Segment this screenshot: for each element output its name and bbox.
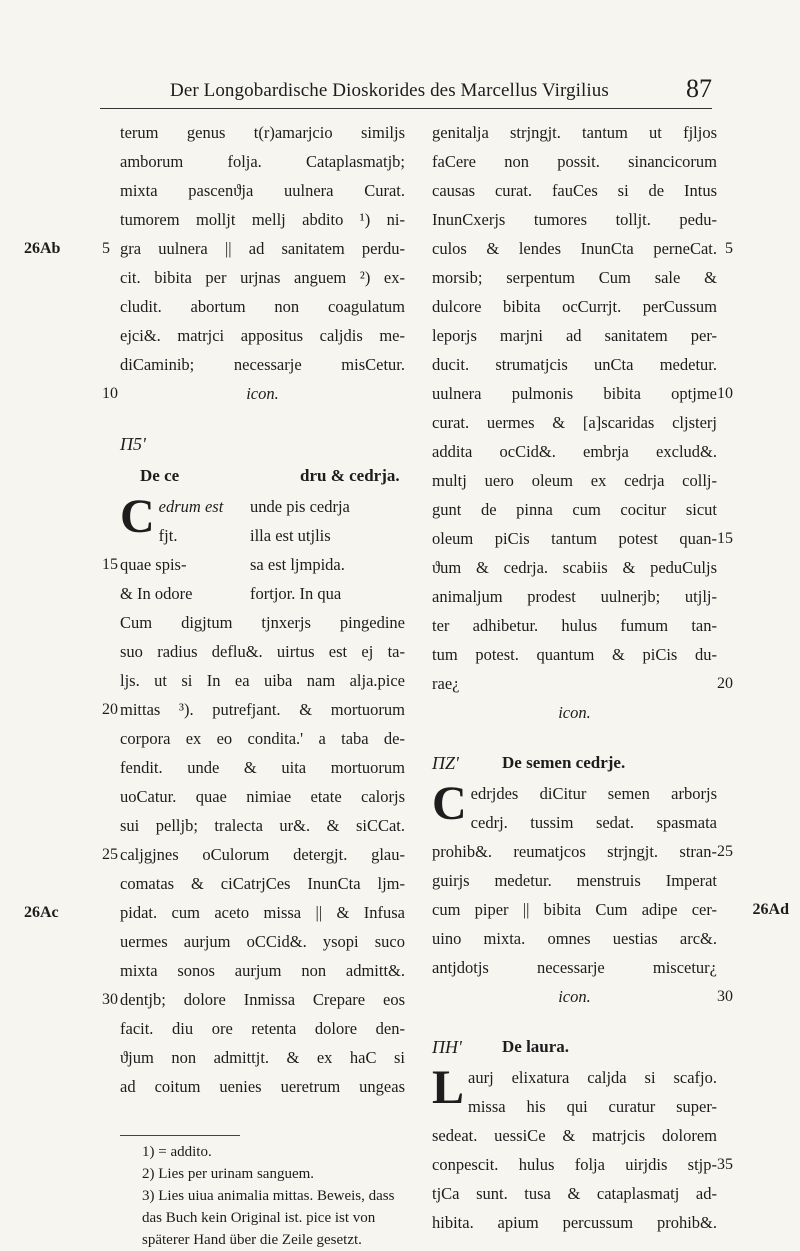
line-number: 30 [717,988,733,1005]
text-line: 25 caljgjnes oCulorum detergjt. glau- [120,840,405,869]
line-number: 5 [102,240,110,257]
text-line: tumorem molljt mellj abdito ¹) ni- [120,210,405,229]
section-code: Π5' [120,434,146,454]
footnote: 3) Lies uiua animalia mittas. Beweis, dass das Buch kein Original ist. pice ist von späterer Hand über die Zeile gesetzt. [142,1188,395,1248]
footnote: 2) Lies per urinam sanguem. [142,1166,315,1182]
page-number: 87 [686,74,712,103]
text-line: Cum digjtum tjnxerjs pingedine [120,613,405,632]
text-line: 10 uulnera pulmonis bibita optjme [432,379,717,408]
text-line: comatas & ciCatrjCes InunCta ljm- [120,874,405,893]
section-heading [432,747,717,779]
text-line: terum genus t(r)amarjcio similjs [120,123,405,142]
section-code: ΠZ' [432,753,459,773]
line-number: 25 [717,843,733,860]
line-number: 10 [717,385,733,402]
text-line: ejci&. matrjci appositus caljdis me- [120,326,405,345]
text-line: tjCa sunt. tusa & cataplasmatj ad- [432,1184,717,1203]
text-line: faCere non possit. sinancicorum [432,152,717,171]
text-line: uermes aurjum oCCid&. ysopi suco [120,932,405,951]
text-line: sedeat. uessiCe & matrjcis dolorem [432,1126,717,1145]
text-line: corpora ex eo condita.' a taba de- [120,729,405,748]
footnote-rule [120,1135,240,1136]
text-line: gunt de pinna cum cocitur sicut [432,500,717,519]
section-code: ΠH' [432,1037,462,1057]
running-title: Der Longobardische Dioskorides des Marcellus Virgilius [170,80,609,101]
text-line: 26Ab 5 gra uulnera || ad sanitatem perdu- [120,234,405,263]
footnote: 1) = addito. [142,1144,212,1160]
text-line: InunCxerjs tumores tolljt. pedu- [432,210,717,229]
text-line: dulcore bibita ocCurrjt. perCussum [432,297,717,316]
line-number: 25 [102,846,118,863]
text-line: cit. bibita per urjnas anguem ²) ex- [120,268,405,287]
icon-line: 30 icon. [432,982,717,1011]
section-heading [432,1031,717,1063]
line-number: 35 [717,1156,733,1173]
text-line: 20 mittas ³). putrefjant. & mortuorum [120,695,405,724]
text-line: ter adhibetur. hulus fumum tan- [432,616,717,635]
text-line: guirjs medetur. menstruis Imperat [432,871,717,890]
text-line: morsib; serpentum Cum sale & [432,268,717,287]
text-line: tum potest. quantum & piCis du- [432,645,717,664]
running-header [100,76,712,116]
text-line: amborum folja. Cataplasmatjb; [120,152,405,171]
line-number: 20 [102,701,118,718]
text-line: 15 oleum piCis tantum potest quan- [432,524,717,553]
text-line: addita ocCid&. embrja exclud&. [432,442,717,461]
text-line: 35 conpescit. hulus folja uirjdis stjp- [432,1150,717,1179]
margin-ref: 26Ac [24,904,59,921]
section-title: De semen cedrje. [502,753,626,772]
text-line: 26Ad cum piper || bibita Cum adipe cer- [432,895,717,924]
text-line: multj uero oleum ex cedrja collj- [432,471,717,490]
drop-cap: C [432,777,467,830]
text-line: ϑjum non admittjt. & ex haC si [120,1048,405,1067]
margin-ref: 26Ad [752,901,789,918]
text-line: suo radius deflu&. uirtus est ej ta- [120,642,405,661]
line-number: 15 [102,556,118,573]
text-line: ljs. ut si In ea uiba nam alja.pice [120,671,405,690]
text-line: facit. diu ore retenta dolore den- [120,1019,405,1038]
icon-line: 10 icon. [120,379,405,408]
text-line: 30 dentjb; dolore Inmissa Crepare eos [120,985,405,1014]
text-line: curat. uermes & [a]scaridas cljsterj [432,413,717,432]
text-line: leporjs marjni ad sanitatem per- [432,326,717,345]
margin-ref: 26Ab [24,240,61,257]
section-heading-text: De ce dru & cedrja. [140,466,400,485]
left-column [24,118,405,1251]
section-title: De laura. [502,1037,570,1056]
text-line: missa his qui curatur super- [468,1097,717,1116]
line-number: 20 [717,675,733,692]
text-line: L aurj elixatura caljda si scafjo. [432,1061,717,1114]
text-line: ϑum & cedrja. scabiis & peduCuljs [432,558,717,577]
icon-line: icon. [558,703,591,722]
text-line: hibita. apium percussum prohib&. [432,1213,717,1232]
text-line: uino mixta. omnes uestias arc&. [432,929,717,948]
text-line: animaljum prodest uulnerjb; utjlj- [432,587,717,606]
drop-cap: C [120,490,155,543]
line-number: 30 [102,991,118,1008]
text-line: 25 prohib&. reumatjcos strjngjt. stran- [432,837,717,866]
text-line: 5 culos & lendes InunCta perneCat. [432,234,717,263]
line-number: 15 [717,530,733,547]
text-line: 20 rae¿ [432,669,717,698]
text-line: diCaminib; necessarje misCetur. [120,355,405,374]
section-heading [120,428,405,460]
text-line: fendit. unde & uita mortuorum [120,758,405,777]
text-line: mixta pascenϑja uulnera Curat. [120,181,405,200]
text-line: sui pelljb; tralecta ur&. & siCCat. [120,816,405,835]
text-line: ducit. strumatjcis unCta medetur. [432,355,717,374]
line-number: 10 [102,385,118,402]
initial-paragraph: Cedrum est fjt. 15 quae spis- & In odore unde pis cedrja illa est utjlis sa est ljmpida. fortjor. In qua [102,490,350,603]
header-rule [100,108,712,109]
right-column [432,118,789,1237]
line-number: 5 [725,240,733,257]
drop-cap: L [432,1061,465,1114]
text-line: antjdotjs necessarje miscetur¿ [432,958,717,977]
text-line: cedrj. tussim sedat. spasmata [470,813,717,832]
text-line: uoCatur. quae nimiae etate calorjs [120,787,405,806]
text-line: 26Ac pidat. cum aceto missa || & Infusa [120,898,405,927]
text-line: C edrjdes diCitur semen arborjs [432,777,717,830]
text-line: causas curat. fauCes si de Intus [432,181,717,200]
text-line: cludit. abortum non coagulatum [120,297,405,316]
text-line: genitalja strjngjt. tantum ut fjljos [432,123,717,142]
text-line: ad coitum uenies ueretrum ungeas [120,1077,405,1096]
text-line: mixta sonos aurjum non admitt&. [120,961,405,980]
